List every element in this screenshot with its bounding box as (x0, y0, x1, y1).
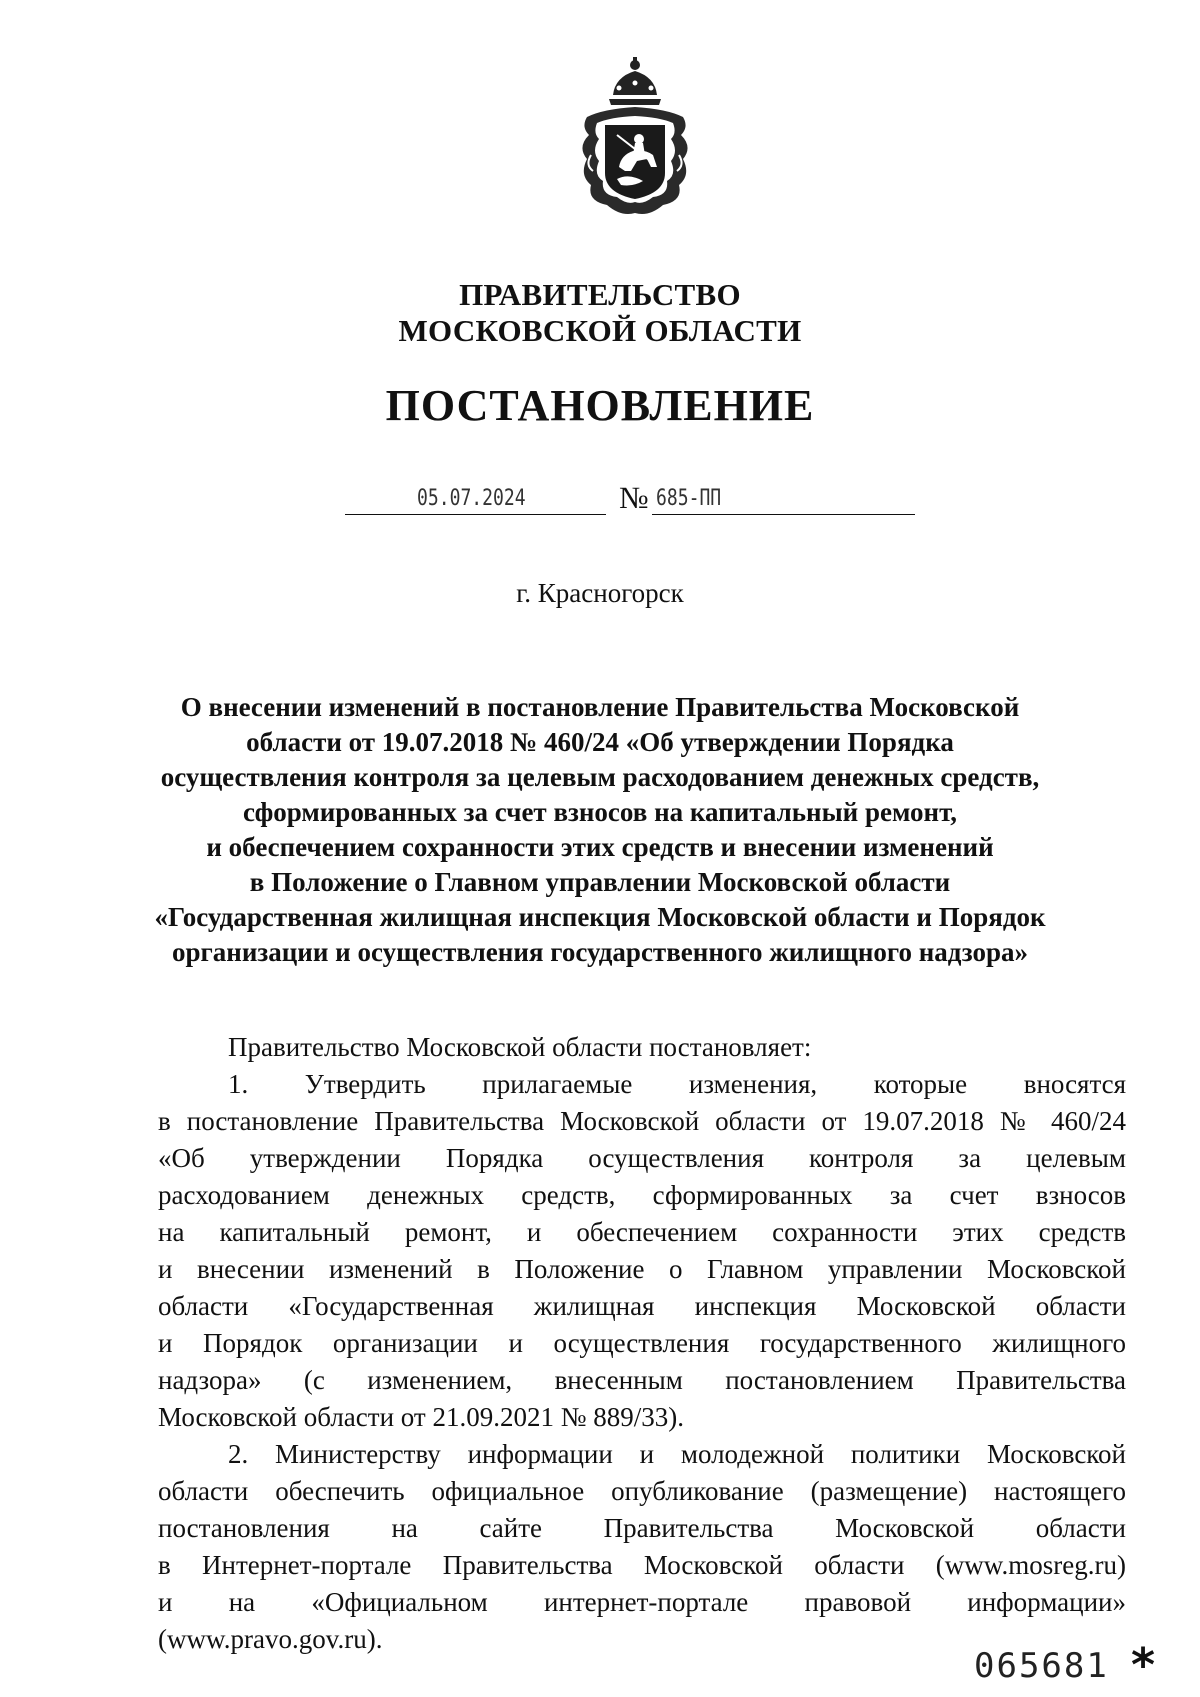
government-name-line-2: МОСКОВСКОЙ ОБЛАСТИ (398, 313, 802, 348)
body-line: в Интернет-портале Правительства Московской области (www.mosreg.ru) (158, 1550, 1126, 1580)
body-line: (www.pravo.gov.ru). (158, 1624, 383, 1654)
body-line: и внесении изменений в Положение о Главном управлении Московской (158, 1254, 1126, 1284)
document-date: 05.07.2024 (417, 486, 526, 511)
coat-of-arms-icon (567, 55, 703, 223)
star-mark: * (1131, 1638, 1156, 1692)
body-line: в постановление Правительства Московской области от 19.07.2018 № 460/24 (158, 1106, 1126, 1136)
body-line: Правительство Московской области постановляет: (228, 1032, 812, 1062)
body-line: 1. Утвердить прилагаемые изменения, которые вносятся (228, 1069, 1126, 1099)
date-underline (345, 514, 606, 515)
number-sign: № (619, 480, 649, 515)
body-line: на капитальный ремонт, и обеспечением сохранности этих средств (158, 1217, 1126, 1247)
body-line: и Порядок организации и осуществления государственного жилищного (158, 1328, 1126, 1358)
title-line: О внесении изменений в постановление Правительства Московской (180, 692, 1020, 722)
date-number-line (345, 480, 915, 520)
body-line: Московской области от 21.09.2021 № 889/33). (158, 1402, 684, 1432)
body-line: области обеспечить официальное опубликование (размещение) настоящего (158, 1476, 1126, 1506)
document-type: ПОСТАНОВЛЕНИЕ (385, 381, 815, 430)
number-underline (652, 514, 915, 515)
body-line: расходованием денежных средств, сформированных за счет взносов (158, 1180, 1126, 1210)
body-line: области «Государственная жилищная инспекция Московской области (158, 1291, 1126, 1321)
body-line: и на «Официальном интернет-портале правовой информации» (158, 1587, 1126, 1617)
title-line: области от 19.07.2018 № 460/24 «Об утверждении Порядка (246, 727, 954, 757)
document-number: 685-ПП (656, 486, 722, 511)
city: г. Красногорск (516, 578, 684, 608)
title-line: и обеспечением сохранности этих средств и внесении изменений (206, 832, 994, 862)
title-line: «Государственная жилищная инспекция Московской области и Порядок (154, 902, 1046, 932)
title-line: осуществления контроля за целевым расходованием денежных средств, (160, 762, 1040, 792)
title-line: в Положение о Главном управлении Московской области (249, 867, 951, 897)
title-line: сформированных за счет взносов на капитальный ремонт, (242, 797, 958, 827)
body-line: 2. Министерству информации и молодежной политики Московской (228, 1439, 1126, 1469)
body-line: надзора» (с изменением, внесенным постановлением Правительства (158, 1365, 1126, 1395)
government-name-line-1: ПРАВИТЕЛЬСТВО (459, 277, 741, 312)
body-line: постановления на сайте Правительства Московской области (158, 1513, 1126, 1543)
form-serial-number: 065681 (974, 1646, 1109, 1686)
title-line: организации и осуществления государственного жилищного надзора» (171, 937, 1028, 967)
body-line: «Об утверждении Порядка осуществления контроля за целевым (158, 1143, 1126, 1173)
